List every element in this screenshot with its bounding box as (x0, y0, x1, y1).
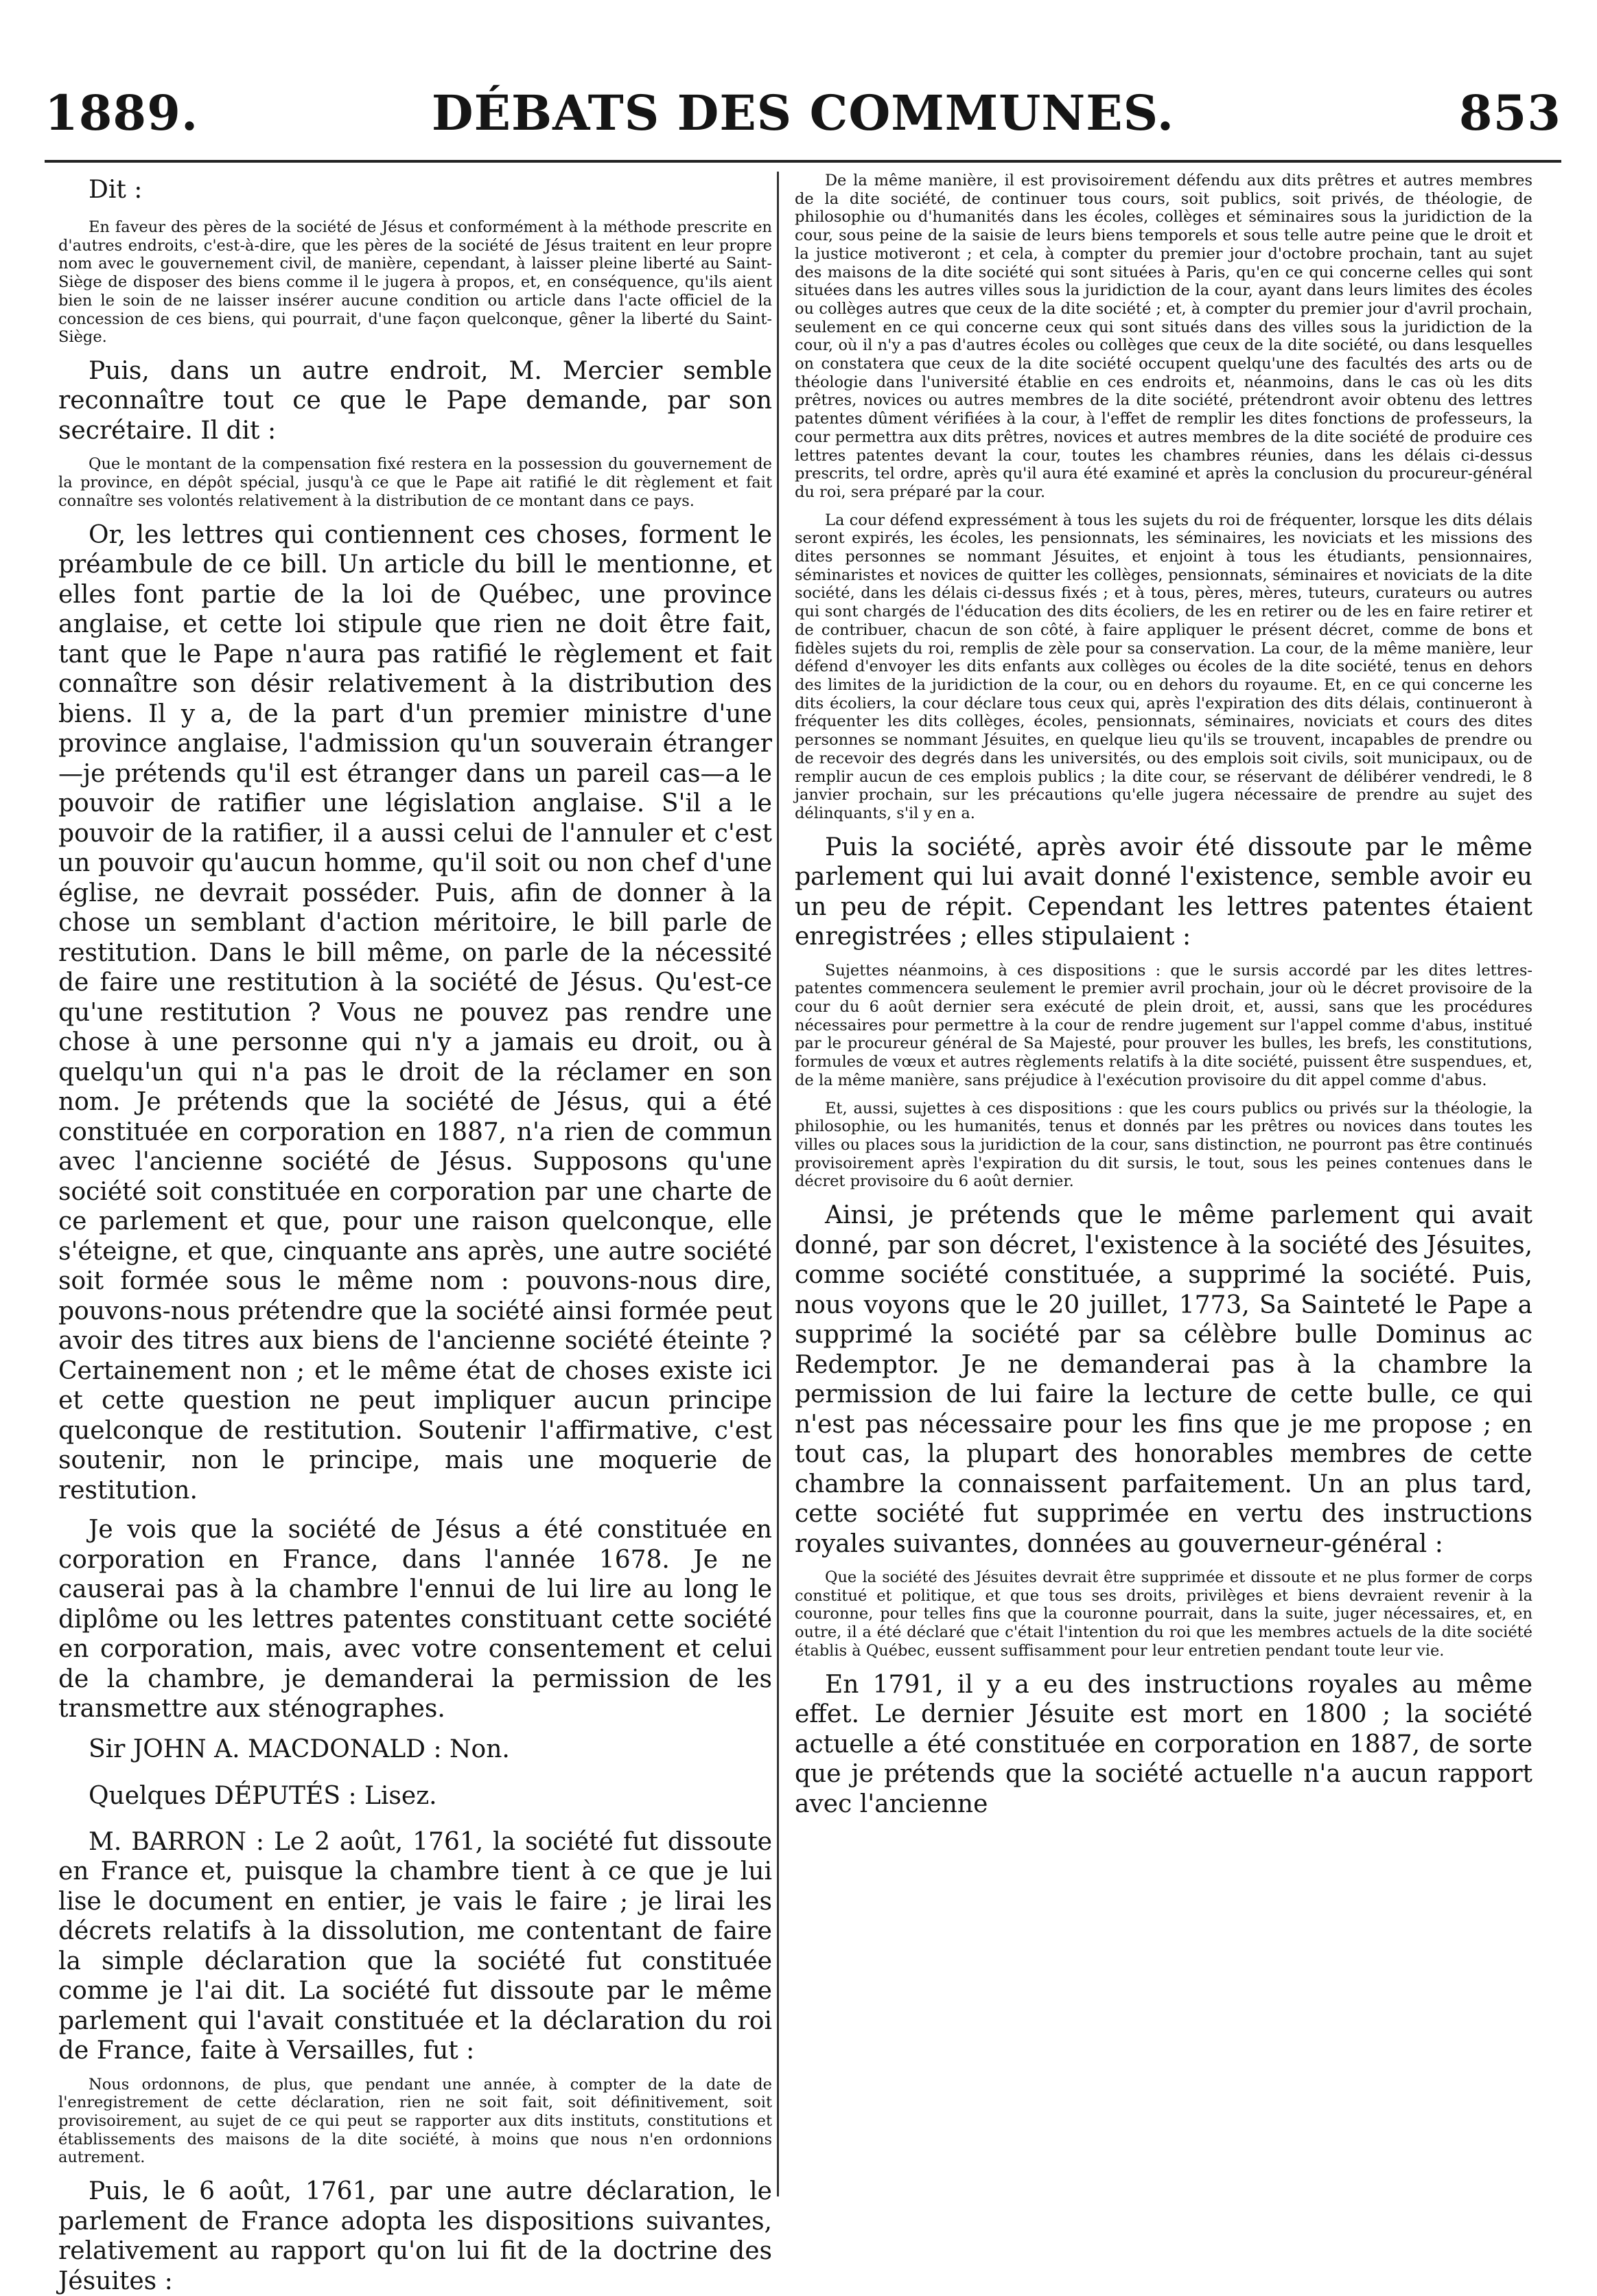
quote-paragraph: Et, aussi, sujettes à ces dispositions : que les cours publics ou privés sur la théologie, la philosophie, ou les humanités, tenus et donnés par les prêtres ou novices dans toutes les villes ou places sous la juridiction de la cour, sans distinction, ne pourront pas être continués provisoirement après l'expiration du dit sursis, le tout, sous les peines contenues dans le décret provisoire du 6 août dernier. (795, 1099, 1532, 1191)
header-year: 1889. (45, 84, 199, 141)
quote-paragraph: La cour défend expressément à tous les sujets du roi de fréquenter, lorsque les dits délais seront expirés, les écoles, les pensionnats, les séminaires, les noviciats et les missions des dites personnes se nommant Jésuites, et enjoint à tous les étudiants, pensionnaires, séminaristes et novices de quitter les collèges, pensionnats, séminaires et noviciats de la dite société, dans les délais ci-dessus fixés ; et à tous, pères, mères, tuteurs, curateurs ou autres qui sont chargés de l'éducation des dits écoliers, de les en retirer ou de les en faire retirer et de contribuer, chacun de son côté, à faire appliquer le présent décret, comme de bons et fidèles sujets du roi, remplis de zèle pour sa conservation. La cour, de la même manière, leur défend d'envoyer les dits enfants aux collèges ou écoles de la dite société, tenus en dehors des limites de la juridiction de la cour, ou en dehors du royaume. Et, en ce qui concerne les dits écoliers, la cour déclare tous ceux qui, après l'expiration des dits délais, continueront à fréquenter les dits collèges, écoles, pensionnats, séminaires, noviciats et cours des dites personnes se nommant Jésuites, en quelque lieu qu'ils se trouvent, incapables de prendre ou de recevoir des degrés dans les universités, ou des emplois soit civils, soit municipaux, ou de remplir aucun de ces emplois publics ; la dite cour, se réservant de délibérer vendredi, le 8 janvier prochain, sur les précautions qu'elle jugera nécessaire de prendre au sujet des délinquants, s'il y en a. (795, 511, 1532, 822)
quote-paragraph: Que le montant de la compensation fixé restera en la possession du gouvernement de la province, en dépôt spécial, jusqu'à ce que le Pape ait ratifié le dit règlement et fait connaître ses volontés relativement à la distribution de ce montant dans ce pays. (58, 455, 772, 510)
header-title: DÉBATS DES COMMUNES. (431, 84, 1175, 141)
body-paragraph: Puis, le 6 août, 1761, par une autre déclaration, le parlement de France adopta les dispositions suivantes, relativement au rapport qu'on lui fit de la doctrine des Jésuites : (58, 2177, 772, 2295)
speaker-line: Sir JOHN A. MACDONALD : Non. (89, 1735, 510, 1763)
body-paragraph: Or, les lettres qui contiennent ces choses, forment le préambule de ce bill. Un article du bill le mentionne, et elles font partie de la loi de Québec, une province anglaise, et cette loi stipule que rien ne doit être fait, tant que le Pape n'aura pas ratifié le règlement et fait connaître son désir relativement à la distribution des biens. Il y a, de la part d'un premier ministre d'une province anglaise, l'admission qu'un souverain étranger—je prétends qu'il est étranger dans un pareil cas—a le pouvoir de ratifier une législation anglaise. S'il a le pouvoir de la ratifier, il a aussi celui de l'annuler et c'est un pouvoir qu'aucun homme, qu'il soit ou non chef d'une église, ne devrait posséder. Puis, afin de donner à la chose un semblant d'action méritoire, le bill parle de restitution. Dans le bill même, on parle de la nécessité de faire une restitution à la société de Jésus. Qu'est-ce qu'une restitution ? Vous ne pouvez pas rendre une chose à une personne qui n'y a jamais eu droit, ou à quelqu'un qui n'a pas le droit de la réclamer en son nom. Je prétends que la société de Jésus, qui a été constituée en corporation en 1887, n'a rien de commun avec l'ancienne société de Jésus. Supposons qu'une société soit constituée en corporation par une charte de ce parlement et que, pour une raison quelconque, elle s'éteigne, et que, cinquante ans après, une autre société soit formée sous le même nom : pouvons-nous dire, pouvons-nous prétendre que la société ainsi formée peut avoir des titres aux biens de l'ancienne société éteinte ? Certainement non ; et le même état de choses existe ici et cette question ne peut impliquer aucun principe quelconque de restitution. Soutenir l'affirmative, c'est soutenir, non le principe, mais une moquerie de restitution. (58, 520, 772, 1505)
body-paragraph: M. BARRON : Le 2 août, 1761, la société fut dissoute en France et, puisque la chambre tient à ce que je lui lise le document en entier, je vais le faire ; je lirai les décrets relatifs à la dissolution, me contentant de faire la simple déclaration que la société fut constituée comme je l'ai dit. La société fut dissoute par le même parlement qui l'avait constituée et la déclaration du roi de France, faite à Versailles, fut : (58, 1827, 772, 2065)
right-column (795, 172, 1532, 2203)
left-column (58, 172, 772, 2295)
speaker-line: Quelques DÉPUTÉS : Lisez. (89, 1781, 437, 1810)
quote-paragraph: Sujettes néanmoins, à ces dispositions : que le sursis accordé par les dites lettres-patentes commencera seulement le premier avril prochain, jour où le décret provisoire de la cour du 6 août dernier sera exécuté de plein droit, et, aussi, sans que les procédures nécessaires pour permettre à la cour de rendre jugement sur l'appel comme d'abus, institué par le procureur général de Sa Majesté, pour prouver les bulles, les brefs, les constitutions, formules de vœux et autres règlements relatifs à la dite société, puissent être suspendues, et, de la même manière, sans préjudice à l'exécution provisoire du dit appel comme d'abus. (795, 961, 1532, 1089)
body-paragraph: En 1791, il y a eu des instructions royales au même effet. Le dernier Jésuite est mort en 1800 ; la société actuelle a été constituée en corporation en 1887, de sorte que je prétends que la société actuelle n'a aucun rapport avec l'ancienne (795, 1670, 1532, 1818)
quote-paragraph: En faveur des pères de la société de Jésus et conformément à la méthode prescrite en d'autres endroits, c'est-à-dire, que les pères de la société de Jésus traitent en leur propre nom avec le gouvernement civil, de manière, cependant, à laisser pleine liberté au Saint-Siège de disposer des biens comme il le jugera à propos, et, en conséquence, qu'ils aient bien le soin de ne laisser insérer aucune condition ou article dans l'acte officiel de la concession de ces biens, qui pourrait, d'une façon quelconque, gêner la liberté du Saint-Siège. (58, 218, 772, 347)
quote-paragraph: De la même manière, il est provisoirement défendu aux dits prêtres et autres membres de la dite société, de continuer tous cours, soit publics, soit privés, de théologie, de philosophie ou d'humanités dans les écoles, collèges et séminaires sous la juridiction de la cour, sous peine de la saisie de leurs biens temporels et sous telle autre peine que le droit et la justice motiveront ; et cela, à compter du premier jour d'octobre prochain, tant au sujet des maisons de la dite société qui sont situées à Paris, qu'en ce qui concerne celles qui sont situées dans les autres villes sous la juridiction de la cour, ayant dans leurs limites des écoles ou collèges autres que ceux de la dite société ; et, à compter du premier jour d'avril prochain, seulement en ce qui concerne ceux qui sont situés dans des villes sous la juridiction de la cour, où il n'y a pas d'autres écoles ou collèges que ceux de la dite société, ou dans lesquelles on constatera que ceux de la dite société occupent quelqu'une des facultés des arts ou de théologie dans l'université établie en ces endroits et, néanmoins, dans le cas où les dits prêtres, novices ou autres membres de la dite société, prétendront avoir obtenu des lettres patentes dûment vérifiées à la cour, à l'effet de remplir les dites fonctions de professeurs, la cour permettra aux dits prêtres, novices et autres membres de la dite société de produire ces lettres patentes devant la cour, toutes les chambres réunies, dans les délais ci-dessus prescrits, tel ordre, après qu'il aura été examiné et après la conclusion du procureur-général du roi, sera préparé par la cour. (795, 172, 1532, 501)
column-divider (777, 172, 779, 2196)
dit-label: Dit : (89, 176, 143, 204)
body-paragraph: Puis, dans un autre endroit, M. Mercier semble reconnaître tout ce que le Pape demande, par son secrétaire. Il dit : (58, 356, 772, 445)
header-page-number: 853 (1458, 84, 1561, 141)
header-rule (45, 160, 1561, 163)
quote-paragraph: Nous ordonnons, de plus, que pendant une année, à compter de la date de l'enregistrement de cette déclaration, rien ne soit fait, soit définitivement, soit provisoirement, au sujet de ce qui peut se rapporter aux dits instituts, constitutions et établissements des maisons de la dite société, à moins que nous n'en ordonnions autrement. (58, 2075, 772, 2167)
body-paragraph: Je vois que la société de Jésus a été constituée en corporation en France, dans l'année 1678. Je ne causerai pas à la chambre l'ennui de lui lire au long le diplôme ou les lettres patentes constituant cette société en corporation, mais, avec votre consentement et celui de la chambre, je demanderai la permission de les transmettre aux sténographes. (58, 1516, 772, 1724)
body-paragraph: Ainsi, je prétends que le même parlement qui avait donné, par son décret, l'existence à la société des Jésuites, comme société constituée, a supprimé la société. Puis, nous voyons que le 20 juillet, 1773, Sa Sainteté le Pape a supprimé la société par sa célèbre bulle Dominus ac Redemptor. Je ne demanderai pas à la chambre la permission de lui faire la lecture de cette bulle, ce qui n'est pas nécessaire pour les fins que je me propose ; en tout cas, la plupart des honorables membres de cette chambre la connaissent parfaitement. Un an plus tard, cette société fut supprimée en vertu des instructions royales suivantes, données au gouverneur-général : (795, 1201, 1533, 1558)
page-header (45, 79, 1561, 154)
body-paragraph: Puis la société, après avoir été dissoute par le même parlement qui lui avait donné l'existence, semble avoir eu un peu de répit. Cependant les lettres patentes étaient enregistrées ; elles stipulaient : (795, 833, 1532, 951)
quote-paragraph: Que la société des Jésuites devrait être supprimée et dissoute et ne plus former de corps constitué et politique, et que tous ses droits, privilèges et biens devraient revenir à la couronne, pour telles fins que la couronne pourrait, dans la suite, juger nécessaires, et, en outre, il a été déclaré que c'était l'intention du roi que les membres actuels de la dite société établis à Québec, eussent suffisamment pour leur entretien pendant toute leur vie. (795, 1568, 1532, 1660)
